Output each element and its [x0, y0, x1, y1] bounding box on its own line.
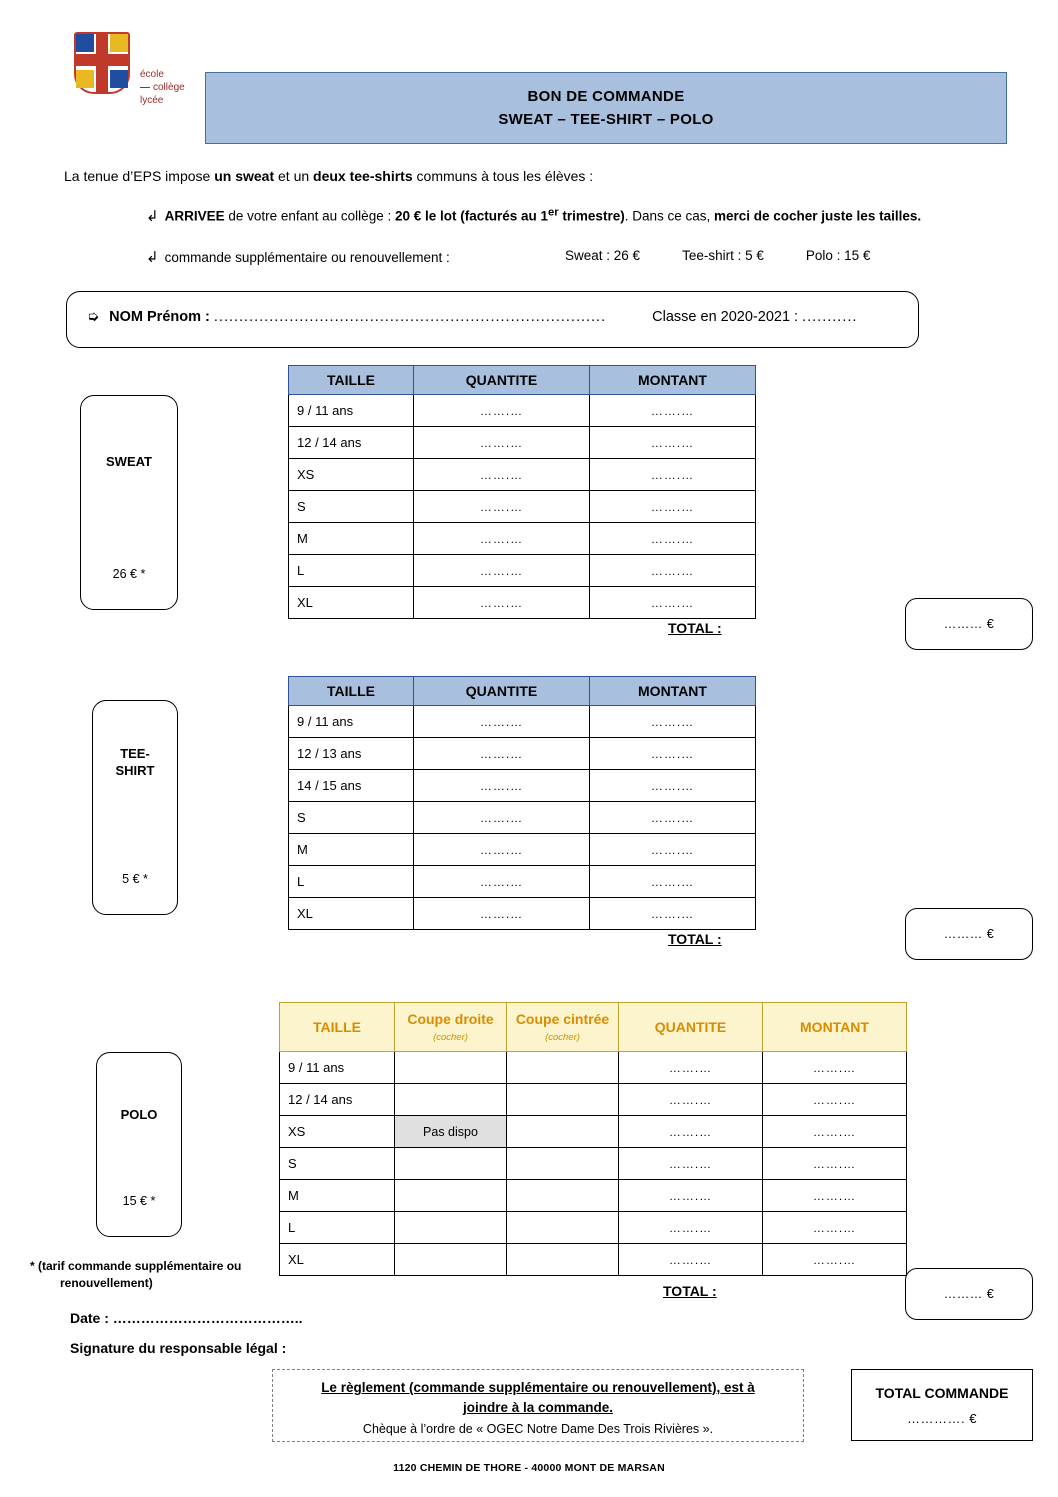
cell-coupe-droite[interactable]	[395, 1244, 507, 1276]
intro-line-2	[146, 206, 921, 225]
intro-line-3	[146, 248, 450, 266]
table-row	[289, 770, 756, 802]
table-row	[280, 1212, 907, 1244]
arrivee-trimestre: trimestre)	[558, 208, 625, 224]
cell-quantite[interactable]: …….…	[619, 1244, 763, 1276]
intro-text-e: communs à tous les élèves :	[412, 168, 594, 184]
category-box-tee-shirt	[92, 700, 178, 915]
cell-size: M	[289, 834, 414, 866]
price-sweat: Sweat : 26 €	[565, 248, 641, 263]
col-montant: MONTANT	[590, 366, 756, 395]
category-price-sweat: 26 € *	[112, 567, 146, 581]
table-row	[289, 395, 756, 427]
footnote-line-2: renouvellement)	[60, 1276, 153, 1290]
page-title: BON DE COMMANDE	[527, 88, 685, 105]
category-box-sweat	[80, 395, 178, 610]
total-commande-box[interactable]	[851, 1369, 1033, 1441]
cell-size: L	[280, 1212, 395, 1244]
arrivee-price: 20 € le lot (facturés au 1	[394, 208, 549, 224]
table-row	[289, 802, 756, 834]
table-row	[289, 555, 756, 587]
cell-size: 12 / 13 ans	[289, 738, 414, 770]
table-tee-shirt	[288, 676, 756, 930]
cell-size: L	[289, 555, 414, 587]
cell-montant[interactable]: …….…	[590, 770, 756, 802]
table-row	[289, 898, 756, 930]
date-field[interactable]: Date : …………………………………..	[70, 1310, 303, 1326]
cell-coupe-droite[interactable]	[395, 1180, 507, 1212]
school-address: 1120 CHEMIN DE THORE - 40000 MONT DE MARSAN	[393, 1462, 665, 1474]
cell-size: 9 / 11 ans	[280, 1052, 395, 1084]
hook-arrow-icon-2: ↲	[146, 249, 159, 266]
col-taille: TAILLE	[289, 677, 414, 706]
price-tee: Tee-shirt : 5 €	[682, 248, 764, 263]
table-header-row	[280, 1003, 907, 1052]
student-name-box[interactable]	[66, 291, 919, 348]
category-label-tee-shirt	[116, 745, 155, 779]
col-quantite: QUANTITE	[414, 366, 590, 395]
cell-coupe-cintree[interactable]	[507, 1244, 619, 1276]
arrivee-text2: . Dans ce cas,	[624, 208, 714, 224]
cell-size: L	[289, 866, 414, 898]
cell-size: S	[289, 491, 414, 523]
cell-quantite[interactable]: …….…	[619, 1212, 763, 1244]
cell-coupe-droite[interactable]	[395, 1052, 507, 1084]
cell-quantite[interactable]: …….…	[619, 1180, 763, 1212]
cell-quantite[interactable]: …….…	[414, 491, 590, 523]
cell-coupe-droite[interactable]	[395, 1084, 507, 1116]
page-subtitle: SWEAT – TEE-SHIRT – POLO	[498, 111, 714, 128]
col-montant: MONTANT	[763, 1003, 907, 1052]
cell-size: M	[289, 523, 414, 555]
hook-arrow-icon: ↲	[146, 207, 159, 225]
cell-quantite[interactable]: …….…	[414, 555, 590, 587]
payment-line-3: Chèque à l’ordre de « OGEC Notre Dame Des Trois Rivières ».	[362, 1422, 714, 1436]
table-row	[280, 1244, 907, 1276]
logo-line-3: lycée	[140, 95, 164, 106]
cell-montant[interactable]: …….…	[763, 1212, 907, 1244]
cell-quantite[interactable]: …….…	[414, 898, 590, 930]
cell-montant[interactable]: …….…	[590, 427, 756, 459]
col-coupe-droite-sub: (cocher)	[433, 1032, 468, 1043]
cell-quantite[interactable]: …….…	[414, 770, 590, 802]
table-row	[289, 587, 756, 619]
cell-montant[interactable]: …….…	[590, 706, 756, 738]
renouvellement-label: commande supplémentaire ou renouvellement :	[164, 250, 450, 265]
cell-quantite[interactable]: …….…	[414, 459, 590, 491]
logo-line-2: collège	[153, 82, 185, 93]
cell-quantite[interactable]: …….…	[414, 706, 590, 738]
table-row	[289, 866, 756, 898]
cell-quantite[interactable]: …….…	[619, 1084, 763, 1116]
cell-size: 9 / 11 ans	[289, 395, 414, 427]
col-montant: MONTANT	[590, 677, 756, 706]
category-price-tee-shirt: 5 € *	[122, 872, 148, 886]
payment-line-2: joindre à la commande.	[462, 1400, 614, 1415]
signature-field[interactable]: Signature du responsable légal :	[70, 1340, 287, 1356]
arrivee-label: ARRIVEE	[164, 208, 225, 224]
cell-quantite[interactable]: …….…	[619, 1052, 763, 1084]
col-coupe-cintree-sub: (cocher)	[545, 1032, 580, 1043]
cell-size: 9 / 11 ans	[289, 706, 414, 738]
nom-prenom-label: NOM Prénom :	[109, 309, 210, 325]
nom-prenom-input[interactable]: ..............................................................................	[213, 309, 607, 325]
arrivee-text: de votre enfant au collège :	[224, 208, 395, 224]
logo-line-1: école	[140, 69, 164, 80]
cell-montant[interactable]: …….…	[763, 1244, 907, 1276]
payment-instructions-box	[272, 1369, 804, 1442]
cell-coupe-droite[interactable]	[395, 1212, 507, 1244]
cell-quantite[interactable]: …….…	[619, 1148, 763, 1180]
cell-montant[interactable]: …….…	[763, 1180, 907, 1212]
cell-montant[interactable]: …….…	[763, 1116, 907, 1148]
footnote-line-1: * (tarif commande supplémentaire ou	[30, 1259, 242, 1273]
col-quantite: QUANTITE	[619, 1003, 763, 1052]
cell-montant[interactable]: …….…	[590, 555, 756, 587]
cell-coupe-cintree[interactable]	[507, 1052, 619, 1084]
category-label-tee-line1: TEE-	[120, 746, 150, 761]
cell-size: 12 / 14 ans	[280, 1084, 395, 1116]
classe-label: Classe en 2020-2021 :	[652, 309, 799, 325]
intro-line-1	[64, 168, 593, 184]
cell-coupe-droite[interactable]	[395, 1148, 507, 1180]
title-banner	[205, 72, 1007, 144]
table-row	[289, 706, 756, 738]
cell-coupe-cintree[interactable]	[507, 1084, 619, 1116]
intro-text-d: deux tee-shirts	[313, 168, 413, 184]
cell-quantite[interactable]: …….…	[619, 1116, 763, 1148]
cell-montant[interactable]: …….…	[590, 866, 756, 898]
col-quantite: QUANTITE	[414, 677, 590, 706]
cell-montant[interactable]: …….…	[763, 1084, 907, 1116]
total-box-tee-shirt[interactable]: ……… €	[905, 908, 1033, 960]
cell-montant[interactable]: …….…	[590, 491, 756, 523]
cell-coupe-cintree[interactable]	[507, 1148, 619, 1180]
table-row	[280, 1180, 907, 1212]
total-commande-label: TOTAL COMMANDE	[875, 1384, 1009, 1401]
table-row	[289, 738, 756, 770]
category-label-tee-line2: SHIRT	[115, 763, 155, 778]
cell-montant[interactable]: …….…	[590, 834, 756, 866]
total-label-sweat: TOTAL :	[668, 620, 722, 636]
cell-size: XL	[280, 1244, 395, 1276]
cell-montant[interactable]: …….…	[763, 1148, 907, 1180]
classe-input[interactable]: ...........	[802, 309, 858, 325]
table-row	[289, 427, 756, 459]
footnote-tarif	[30, 1258, 280, 1292]
cell-size: XL	[289, 587, 414, 619]
table-row	[280, 1148, 907, 1180]
cell-quantite[interactable]: …….…	[414, 427, 590, 459]
total-commande-value[interactable]: …………. €	[907, 1410, 977, 1426]
cell-montant[interactable]: …….…	[590, 898, 756, 930]
cell-coupe-cintree[interactable]	[507, 1212, 619, 1244]
logo-text	[140, 68, 185, 107]
table-sweat	[288, 365, 756, 619]
cell-size: XS	[289, 459, 414, 491]
cell-montant[interactable]: …….…	[590, 738, 756, 770]
school-logo	[66, 30, 196, 140]
cell-size: XS	[280, 1116, 395, 1148]
cell-size: XL	[289, 898, 414, 930]
col-taille: TAILLE	[289, 366, 414, 395]
table-row	[289, 834, 756, 866]
cell-size: M	[280, 1180, 395, 1212]
table-row	[280, 1084, 907, 1116]
cell-coupe-cintree[interactable]	[507, 1180, 619, 1212]
table-row	[289, 459, 756, 491]
cell-montant[interactable]: …….…	[590, 523, 756, 555]
total-label-tee-shirt: TOTAL :	[668, 931, 722, 947]
cell-montant[interactable]: …….…	[763, 1052, 907, 1084]
cell-size: 14 / 15 ans	[289, 770, 414, 802]
cell-size: 12 / 14 ans	[289, 427, 414, 459]
total-box-sweat[interactable]: ……… €	[905, 598, 1033, 650]
col-coupe-cintree	[507, 1003, 619, 1052]
table-row	[289, 523, 756, 555]
cell-coupe-droite-unavailable: Pas dispo	[395, 1116, 507, 1148]
table-row	[280, 1052, 907, 1084]
table-row	[289, 491, 756, 523]
cell-montant[interactable]: …….…	[590, 587, 756, 619]
price-polo: Polo : 15 €	[805, 248, 871, 263]
cell-quantite[interactable]: …….…	[414, 802, 590, 834]
col-coupe-cintree-label: Coupe cintrée	[515, 1011, 610, 1027]
table-polo	[279, 1002, 907, 1276]
arrivee-note: merci de cocher juste les tailles.	[714, 208, 922, 224]
intro-text-a: La tenue d’EPS impose	[64, 168, 215, 184]
cell-coupe-cintree[interactable]	[507, 1116, 619, 1148]
arrow-icon: ➭	[87, 309, 100, 325]
intro-text-b: un sweat	[214, 168, 275, 184]
intro-text-c: et un	[274, 168, 314, 184]
cell-quantite[interactable]: …….…	[414, 738, 590, 770]
arrivee-sup: er	[548, 206, 559, 218]
total-label-polo: TOTAL :	[663, 1283, 717, 1299]
price-list	[565, 248, 912, 263]
table-header-row	[289, 366, 756, 395]
cell-quantite[interactable]: …….…	[414, 523, 590, 555]
col-taille: TAILLE	[280, 1003, 395, 1052]
col-coupe-droite	[395, 1003, 507, 1052]
payment-line-1: Le règlement (commande supplémentaire ou renouvellement), est à	[321, 1380, 755, 1395]
cell-montant[interactable]: …….…	[590, 802, 756, 834]
category-box-polo	[96, 1052, 182, 1237]
col-coupe-droite-label: Coupe droite	[407, 1011, 494, 1027]
category-label-polo: POLO	[120, 1107, 158, 1122]
cell-quantite[interactable]: …….…	[414, 834, 590, 866]
cell-montant[interactable]: …….…	[590, 459, 756, 491]
table-header-row	[289, 677, 756, 706]
cell-size: S	[280, 1148, 395, 1180]
cell-quantite[interactable]: …….…	[414, 395, 590, 427]
cell-quantite[interactable]: …….…	[414, 587, 590, 619]
category-label-sweat: SWEAT	[106, 454, 152, 469]
category-price-polo: 15 € *	[122, 1194, 156, 1208]
cell-quantite[interactable]: …….…	[414, 866, 590, 898]
cell-size: S	[289, 802, 414, 834]
cell-montant[interactable]: …….…	[590, 395, 756, 427]
crest-icon	[74, 32, 130, 98]
total-box-polo[interactable]: ……… €	[905, 1268, 1033, 1320]
table-row	[280, 1116, 907, 1148]
